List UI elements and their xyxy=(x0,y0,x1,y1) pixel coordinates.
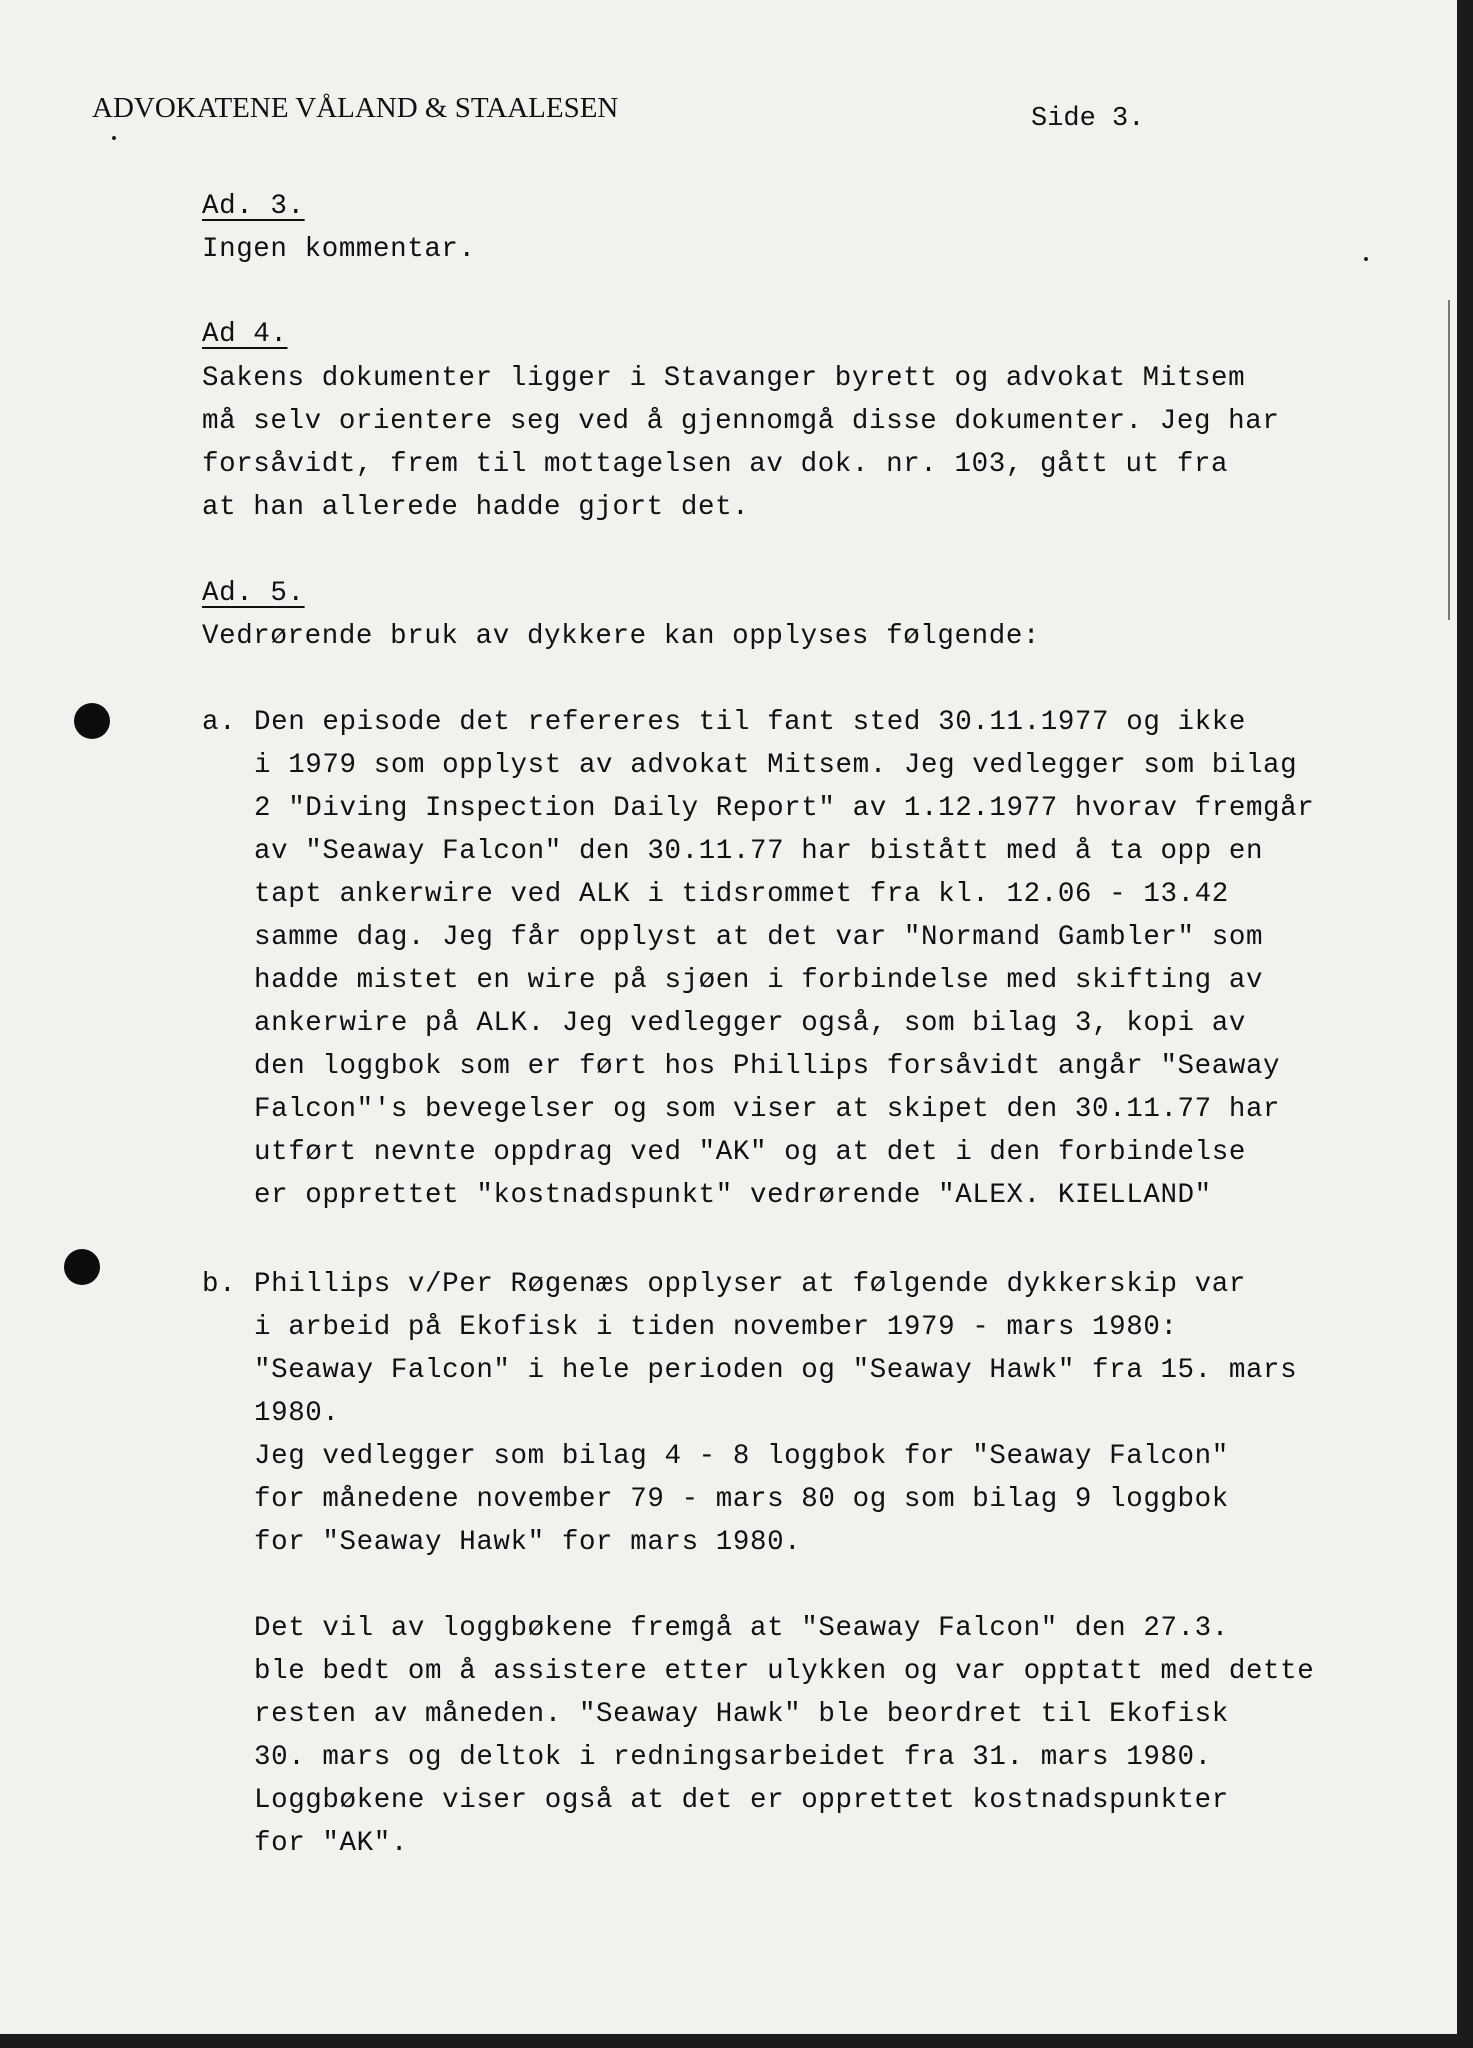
text-line: i 1979 som opplyst av advokat Mitsem. Jeg vedlegger som bilag xyxy=(254,750,1298,781)
text-line: for "Seaway Hawk" for mars 1980. xyxy=(254,1527,802,1558)
text-line: ankerwire på ALK. Jeg vedlegger også, som bilag 3, kopi av xyxy=(254,1008,1246,1039)
text-line: Ingen kommentar. xyxy=(202,234,476,265)
section-heading-ad5: Ad. 5. xyxy=(202,578,305,609)
text-line: Det vil av loggbøkene fremgå at "Seaway Falcon" den 27.3. xyxy=(254,1613,1229,1644)
text-line: Vedrørende bruk av dykkere kan opplyses følgende: xyxy=(202,621,1041,652)
text-line: forsåvidt, frem til mottagelsen av dok. nr. 103, gått ut fra xyxy=(202,449,1229,480)
text-line: for månedene november 79 - mars 80 og som bilag 9 loggbok xyxy=(254,1484,1229,1515)
text-line: Loggbøkene viser også at det er opprettet kostnadspunkter xyxy=(254,1785,1229,1816)
section-heading-ad4: Ad 4. xyxy=(202,319,288,350)
text-line: "Seaway Falcon" i hele perioden og "Seaway Hawk" fra 15. mars xyxy=(254,1355,1298,1386)
text-line: er opprettet "kostnadspunkt" vedrørende "ALEX. KIELLAND" xyxy=(254,1180,1212,1211)
text-line: at han allerede hadde gjort det. xyxy=(202,492,750,523)
text-line: ble bedt om å assistere etter ulykken og var opptatt med dette xyxy=(254,1656,1315,1687)
text-line: Jeg vedlegger som bilag 4 - 8 loggbok for "Seaway Falcon" xyxy=(254,1441,1229,1472)
text-line: 1980. xyxy=(254,1398,340,1429)
text-line: Den episode det refereres til fant sted 30.11.1977 og ikke xyxy=(254,707,1246,738)
text-line: Phillips v/Per Røgenæs opplyser at følgende dykkerskip var xyxy=(254,1269,1246,1300)
scan-edge-line xyxy=(1448,300,1450,620)
text-line: utført nevnte oppdrag ved "AK" og at det i den forbindelse xyxy=(254,1137,1246,1168)
text-line: tapt ankerwire ved ALK i tidsrommet fra kl. 12.06 - 13.42 xyxy=(254,879,1229,910)
text-line: hadde mistet en wire på sjøen i forbindelse med skifting av xyxy=(254,965,1264,996)
scan-speck xyxy=(1364,257,1368,261)
scan-speck xyxy=(112,136,116,140)
text-line: for "AK". xyxy=(254,1828,408,1859)
text-line: Sakens dokumenter ligger i Stavanger byrett og advokat Mitsem xyxy=(202,363,1246,394)
text-line: av "Seaway Falcon" den 30.11.77 har bistått med å ta opp en xyxy=(254,836,1264,867)
text-line: den loggbok som er ført hos Phillips forsåvidt angår "Seaway xyxy=(254,1051,1281,1082)
binder-hole xyxy=(74,703,110,739)
text-line: samme dag. Jeg får opplyst at det var "Normand Gambler" som xyxy=(254,922,1264,953)
binder-hole xyxy=(64,1249,100,1285)
text-line: må selv orientere seg ved å gjennomgå disse dokumenter. Jeg har xyxy=(202,406,1280,437)
text-line: resten av måneden. "Seaway Hawk" ble beordret til Ekofisk xyxy=(254,1699,1229,1730)
item-label-b: b. xyxy=(202,1269,237,1300)
text-line: Falcon"'s bevegelser og som viser at skipet den 30.11.77 har xyxy=(254,1094,1281,1125)
text-line: i arbeid på Ekofisk i tiden november 1979 - mars 1980: xyxy=(254,1312,1178,1343)
page-number: Side 3. xyxy=(1031,104,1145,134)
text-line: 30. mars og deltok i redningsarbeidet fra 31. mars 1980. xyxy=(254,1742,1212,1773)
firm-letterhead: ADVOKATENE VÅLAND & STAALESEN xyxy=(92,92,619,124)
item-label-a: a. xyxy=(202,707,237,738)
section-heading-ad3: Ad. 3. xyxy=(202,191,305,222)
text-line: 2 "Diving Inspection Daily Report" av 1.12.1977 hvorav fremgår xyxy=(254,793,1315,824)
